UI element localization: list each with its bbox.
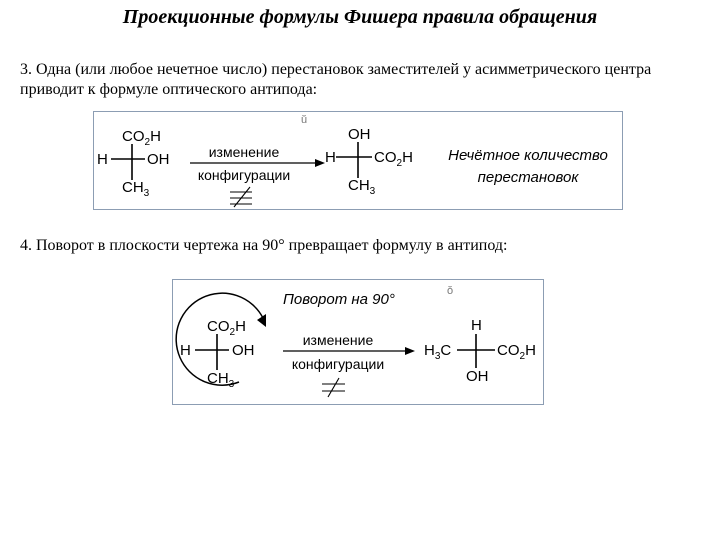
svg-text:H3C: $H_3C$: [424, 342, 452, 362]
right-group: CO: [374, 149, 397, 166]
stray-glyph: ŭ: [301, 114, 308, 126]
rotation-label: Поворот на 90°: [283, 291, 395, 308]
bottom-group: CH: [207, 370, 229, 387]
note-line-1: Нечётное количество: [448, 147, 608, 164]
left-group: H: [424, 342, 435, 359]
arrow-label-bottom: конфигурации: [197, 167, 291, 183]
arrow-label-bottom: конфигурации: [291, 356, 385, 372]
rule-3-figure: [93, 111, 623, 210]
rule-4-figure: [172, 279, 544, 405]
arrow-label-top: изменение: [302, 332, 374, 348]
right-fischer-projection: [424, 317, 536, 385]
rule-3-text: 3. Одна (или любое нечетное число) перестановок заместителей у асимметрического центра приводит к формуле оптического антипода:: [20, 61, 652, 98]
svg-text:CH3: $CH_3$: [348, 177, 376, 197]
top-group: CO: [207, 318, 230, 335]
reaction-arrow: [283, 332, 415, 397]
left-group: H: [325, 149, 336, 166]
right-group: CO: [497, 342, 520, 359]
rule-4-text: 4. Поворот в плоскости чертежа на 90° превращает формулу в антипод:: [20, 237, 508, 254]
right-group: OH: [147, 151, 170, 168]
bottom-group: CH: [348, 177, 370, 194]
left-fischer-projection: [180, 318, 255, 390]
stray-glyph: ŏ: [447, 285, 454, 297]
note-line-2: перестановок: [477, 169, 579, 186]
svg-text:CO2H: $CO_2H$: [207, 318, 246, 338]
reaction-arrow: [190, 144, 325, 207]
bottom-group: OH: [466, 368, 489, 385]
not-equal-sign: [230, 187, 252, 207]
page-title: Проекционные формулы Фишера правила обращения: [122, 6, 598, 28]
svg-text:CO2H: $CO_2H$: [374, 149, 413, 169]
bottom-group: CH: [122, 179, 144, 196]
top-group: CO: [122, 128, 145, 145]
svg-text:CH3: $CH_3$: [207, 370, 235, 390]
left-group: H: [180, 342, 191, 359]
svg-text:CH3: $CH_3$: [122, 179, 150, 199]
left-group: H: [97, 151, 108, 168]
svg-text:CO2H: $CO_2H$: [497, 342, 536, 362]
arrow-label-top: изменение: [208, 144, 280, 160]
top-group: OH: [348, 126, 371, 143]
svg-text:CO2H: $CO_2H$: [122, 128, 161, 148]
left-fischer-projection: [97, 128, 170, 199]
right-fischer-projection: [325, 126, 413, 197]
top-group: H: [471, 317, 482, 334]
right-group: OH: [232, 342, 255, 359]
not-equal-sign: [322, 378, 345, 397]
